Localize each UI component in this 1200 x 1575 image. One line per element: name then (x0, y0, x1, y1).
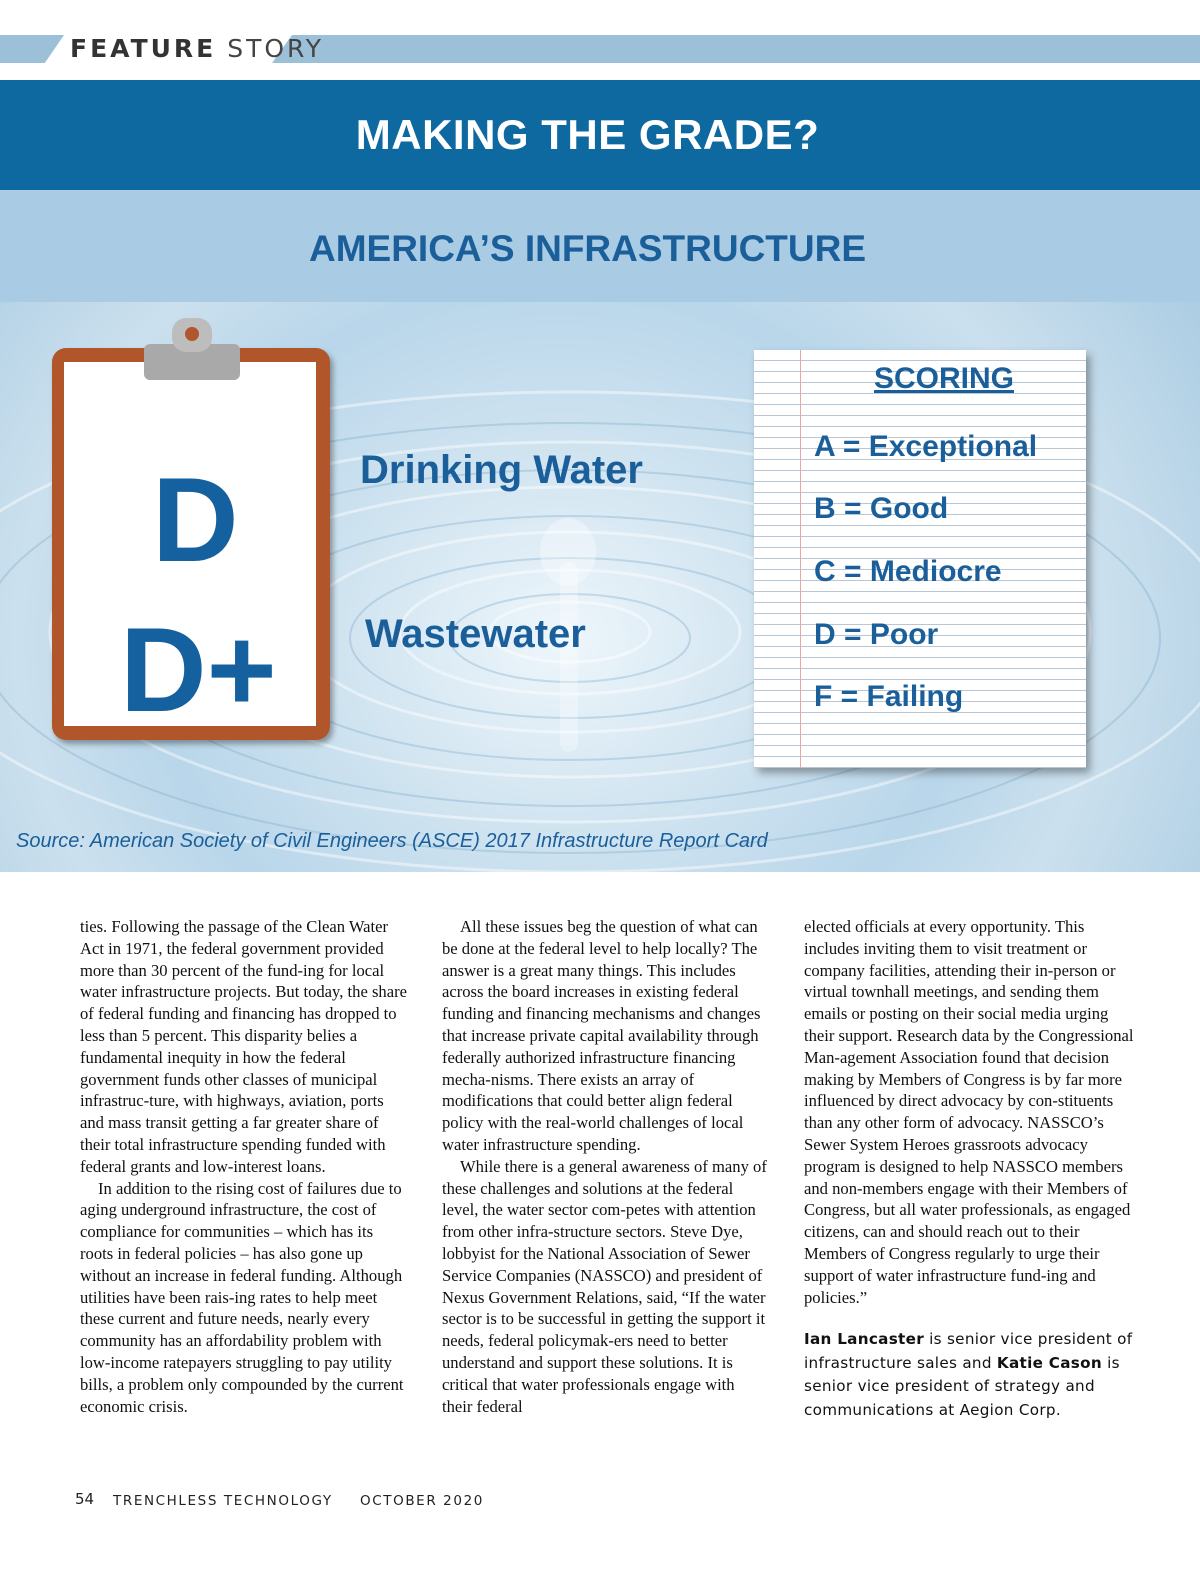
infographic (0, 80, 1200, 872)
page-number: 54 (75, 1490, 95, 1508)
grade-drinking-water: D (152, 453, 239, 587)
paragraph: In addition to the rising cost of failures due to aging underground infrastructure, the cost of compliance for communities – which has its roots in federal policies – has also gone up without an increase in federal funding. Although utilities have been rais-ing rates to help meet these current and future needs, nearly every community has an affordability problem with low-income ratepayers struggling to pay utility bills, a problem only compounded by the current economic crisis. (80, 1178, 404, 1416)
scoring-item: C = Mediocre (814, 555, 1002, 588)
category-drinking-water: Drinking Water (360, 448, 643, 492)
article-column-2 (442, 916, 767, 1417)
clipboard-clip-icon (144, 318, 240, 382)
scoring-item: B = Good (814, 492, 949, 525)
infographic-subtitle: AMERICA’S INFRASTRUCTURE (308, 228, 867, 269)
author-name: Ian Lancaster (804, 1330, 924, 1349)
author-bio-text: is senior vice president of infrastructure sales and (804, 1330, 1133, 1372)
clipboard (52, 348, 330, 740)
grade-wastewater: D+ (120, 603, 277, 737)
paragraph: All these issues beg the question of what can be done at the federal level to help locally? The answer is a great many things. This includes across the board increases in existing federal funding and financing mechanisms and changes that increase private capital availability through federally authorized infrastructure financing mecha-nisms. There exists an array of modifications that could better align federal policy with the real-world challenges of local water infrastructure spending. (442, 917, 761, 1154)
section-label-light: STORY (227, 34, 325, 63)
scoring-item: F = Failing (814, 680, 964, 713)
author-bio-text: is senior vice president of strategy and communications at Aegion Corp. (804, 1353, 1120, 1419)
section-label (70, 33, 324, 65)
article-column-1 (80, 916, 410, 1417)
scoring-item: D = Poor (814, 618, 939, 651)
publication-name: TRENCHLESS TECHNOLOGY (113, 1493, 333, 1509)
article-column-3 (804, 916, 1134, 1422)
scoring-title: SCORING (873, 362, 1014, 395)
infographic-title: MAKING THE GRADE? (355, 111, 820, 158)
section-band-right (272, 35, 1200, 63)
scoring-item: A = Exceptional (814, 430, 1038, 463)
issue-date: OCTOBER 2020 (360, 1493, 484, 1509)
scoring-notepad (754, 350, 1086, 768)
section-label-bold: FEATURE (70, 34, 217, 63)
paragraph: elected officials at every opportunity. This includes inviting them to visit treatment or company facilities, attending their in-person or virtual townhall meetings, and sending them emails or posting on their social media urging their support. Research data by the Congressional Man-agement Association found that decision making by Members of Congress is by far more influenced by direct advocacy by con-stituents than any other form of advocacy. NASSCO’s Sewer System Heroes grassroots advocacy program is designed to help NASSCO members and non-members engage with their Members of Congress, but all water professionals, as engaged citizens, can and should reach out to their Members of Congress regularly to urge their support of water infrastructure fund-ing and policies.” (804, 917, 1134, 1307)
category-wastewater: Wastewater (365, 612, 586, 656)
paragraph: While there is a general awareness of many of these challenges and solutions at the federal level, the water sector com-petes with attention from other infra-structure sectors. Steve Dye, lobbyist for the National Association of Sewer Service Companies (NASSCO) and president of Nexus Government Relations, said, “If the water sector is to be successful in getting the support it needs, federal policymak-ers need to better understand and support these solutions. It is critical that water professionals engage with their federal (442, 1156, 767, 1416)
notepad-margin-line (800, 350, 801, 768)
source-caption: Source: American Society of Civil Engineers (ASCE) 2017 Infrastructure Report Card (16, 830, 768, 852)
section-band-left (0, 35, 64, 63)
author-name: Katie Cason (996, 1353, 1102, 1372)
author-bio (804, 1328, 1134, 1422)
paragraph: ties. Following the passage of the Clean Water Act in 1971, the federal government provided more than 30 percent of the fund-ing for local water infrastructure projects. But today, the share of federal funding and financing has dropped to less than 5 percent. This disparity belies a fundamental inequity in how the federal government funds other classes of municipal infrastruc-ture, with highways, aviation, ports and mass transit getting a far greater share of their total infrastructure spending funded with federal grants and low-interest loans. (80, 917, 407, 1176)
